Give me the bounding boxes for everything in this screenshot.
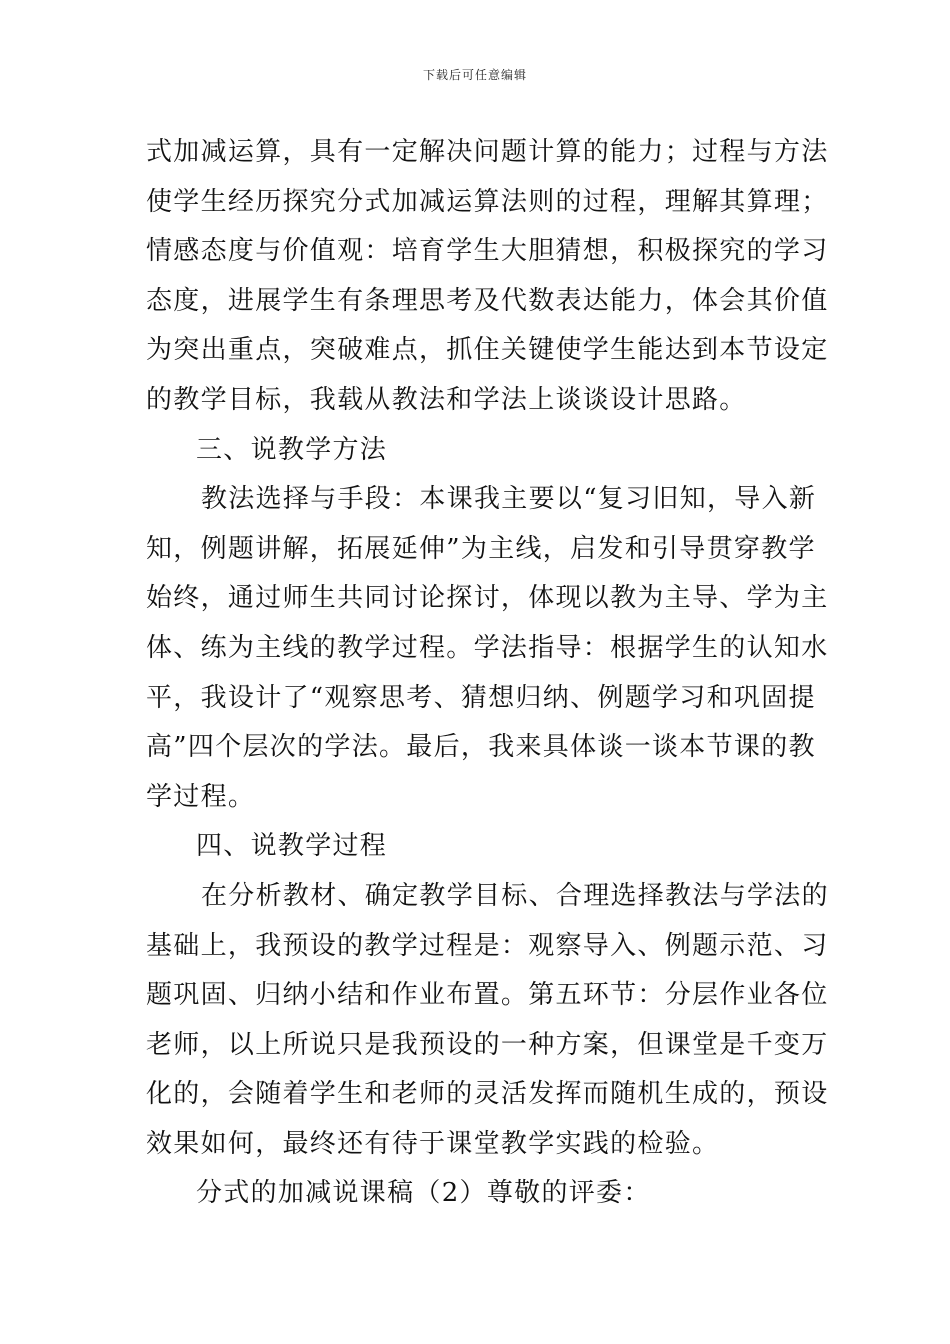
- text-line: 教法选择与手段：本课我主要以“复习旧知，导入新: [201, 484, 817, 515]
- text-line: 化的，会随着学生和老师的灵活发挥而随机生成的，预设: [146, 1079, 829, 1110]
- text-line: 学过程。: [146, 781, 256, 812]
- text-line: 效果如何，最终还有待于课堂教学实践的检验。: [146, 1128, 720, 1159]
- section-heading: 三、说教学方法: [196, 434, 388, 465]
- text-line: 知，例题讲解，拓展延伸”为主线，启发和引导贯穿教学: [146, 533, 816, 564]
- text-line: 情感态度与价值观：培育学生大胆猜想，积极探究的学习: [146, 236, 829, 267]
- text-line: 题巩固、归纳小结和作业布置。第五环节：分层作业各位: [146, 980, 829, 1011]
- text-line: 体、练为主线的教学过程。学法指导：根据学生的认知水: [146, 632, 829, 663]
- text-line: 在分析教材、确定教学目标、合理选择教法与学法的: [201, 880, 829, 911]
- text-line: 高”四个层次的学法。最后，我来具体谈一谈本节课的教: [146, 732, 816, 763]
- document-body: [146, 128, 829, 1219]
- page-header: 下载后可任意编辑: [422, 68, 527, 82]
- text-line: 基础上，我预设的教学过程是：观察导入、例题示范、习: [146, 930, 829, 961]
- text-line: 老师，以上所说只是我预设的一种方案，但课堂是千变万: [146, 1029, 829, 1060]
- text-line: 平，我设计了“观察思考、猜想归纳、例题学习和巩固提: [146, 682, 816, 713]
- text-line: 分式的加减说课稿（2）尊敬的评委：: [196, 1178, 651, 1209]
- text-line: 为突出重点，突破难点，抓住关键使学生能达到本节设定: [146, 335, 829, 366]
- section-heading: 四、说教学过程: [196, 831, 388, 862]
- text-line: 的教学目标，我载从教法和学法上谈谈设计思路。: [146, 384, 747, 415]
- text-line: 使学生经历探究分式加减运算法则的过程，理解其算理；: [146, 186, 829, 217]
- text-line: 始终，通过师生共同讨论探讨，体现以教为主导、学为主: [146, 583, 829, 614]
- text-line: 式加减运算，具有一定解决问题计算的能力；过程与方法: [146, 137, 829, 167]
- text-line: 态度，进展学生有条理思考及代数表达能力，体会其价值: [146, 285, 829, 316]
